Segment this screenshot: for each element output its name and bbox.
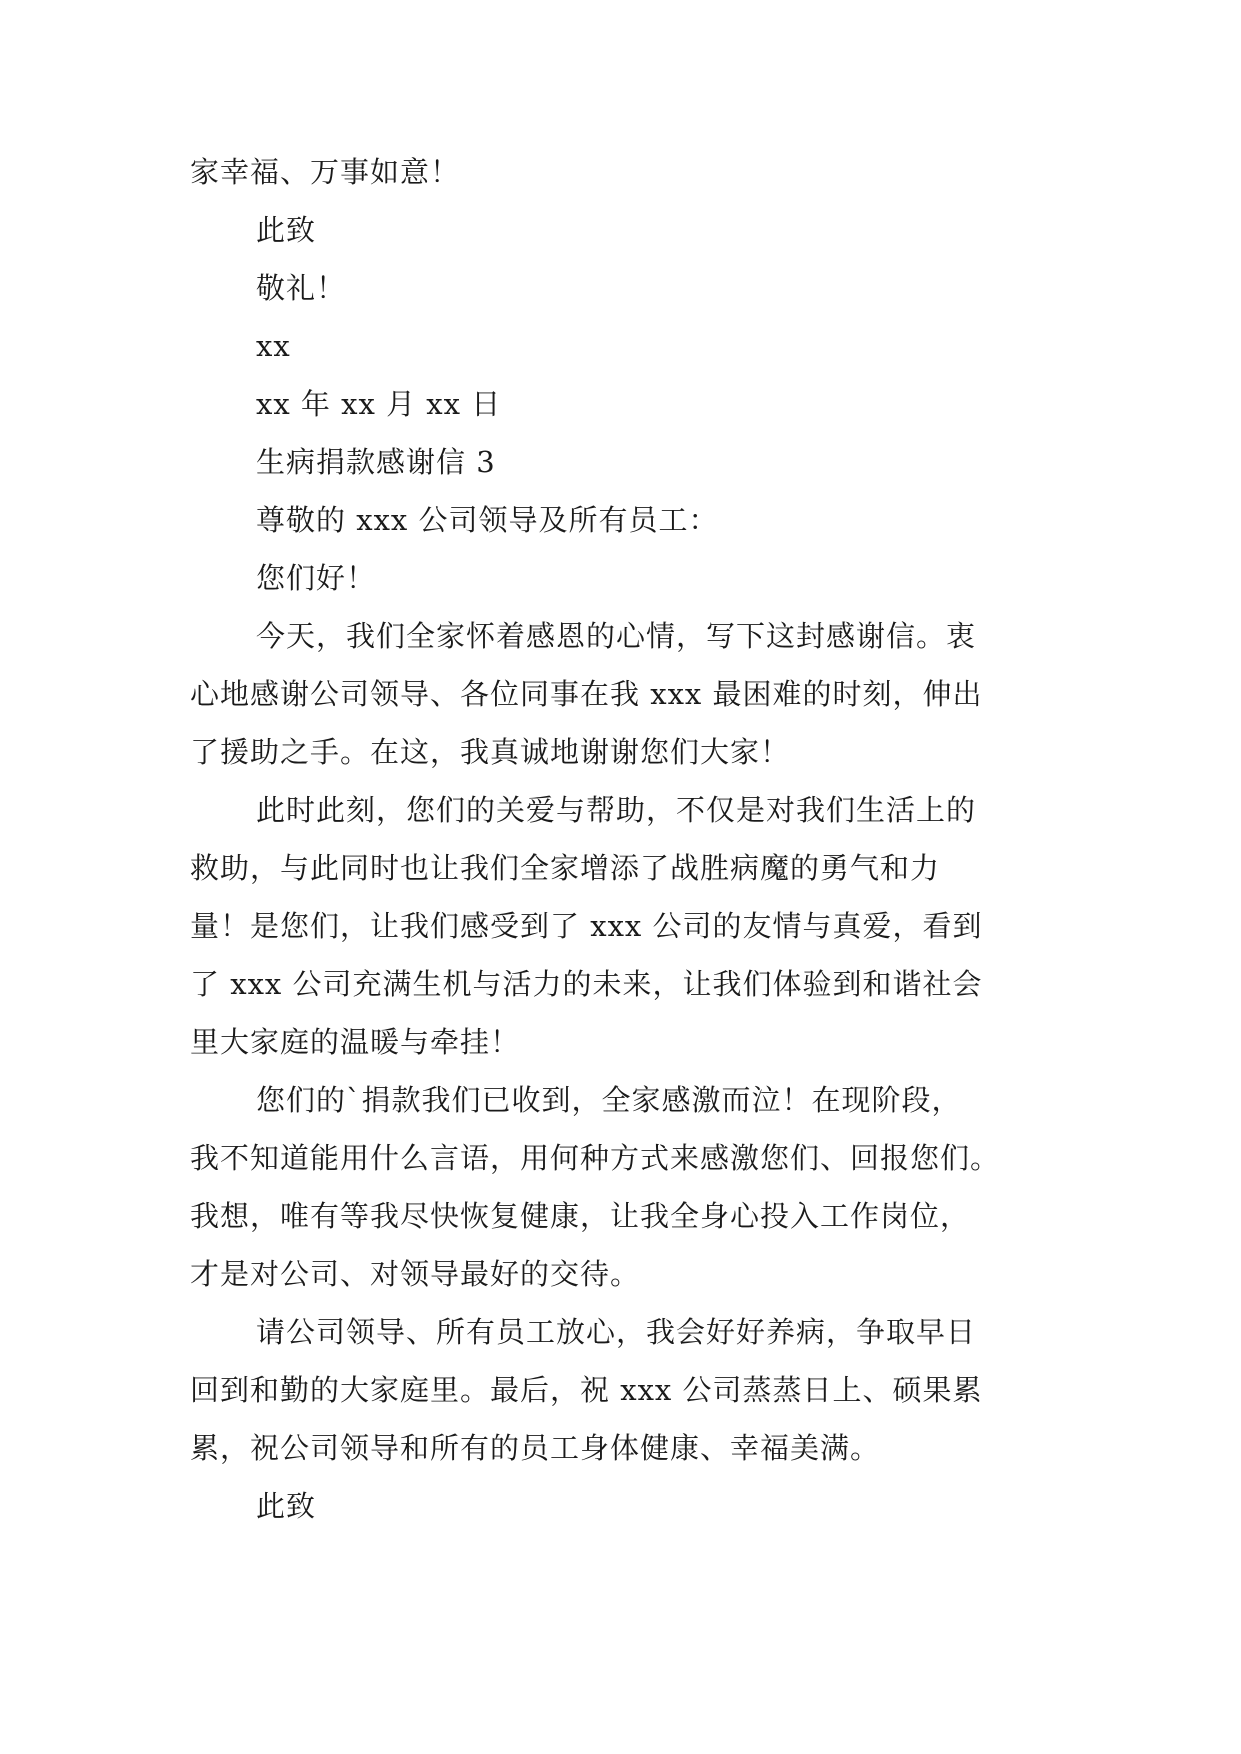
paragraph-line: 回到和勤的大家庭里。最后，祝 xxx 公司蒸蒸日上、硕果累: [190, 1373, 983, 1407]
paragraph-line: 我不知道能用什么言语，用何种方式来感激您们、回报您们。: [190, 1141, 1001, 1175]
salutation-closing: 此致: [256, 213, 317, 247]
paragraph: [190, 1080, 1000, 1312]
salutation-closing: 此致: [256, 1489, 317, 1523]
paragraph-line: 累，祝公司领导和所有的员工身体健康、幸福美满。: [190, 1431, 881, 1465]
paragraph: [190, 616, 983, 790]
paragraph-line: 了 xxx 公司充满生机与活力的未来，让我们体验到和谐社会: [190, 967, 983, 1001]
letter-title: 生病捐款感谢信 3: [256, 445, 496, 479]
letter-hello: 您们好！: [256, 561, 377, 595]
paragraph-line: 今天，我们全家怀着感恩的心情，写下这封感谢信。衷: [256, 619, 977, 653]
signature-name: xx: [256, 329, 291, 363]
paragraph: [190, 790, 983, 1080]
paragraph-line: 才是对公司、对领导最好的交待。: [190, 1257, 641, 1291]
paragraph-line: 此时此刻，您们的关爱与帮助，不仅是对我们生活上的: [256, 793, 977, 827]
paragraph-line: 您们的`捐款我们已收到，全家感激而泣！在现阶段，: [256, 1083, 962, 1117]
letter-greeting: 尊敬的 xxx 公司领导及所有员工：: [256, 503, 719, 537]
salutation-regards: 敬礼！: [256, 271, 347, 305]
paragraph-line: 救助，与此同时也让我们全家增添了战胜病魔的勇气和力: [190, 851, 941, 885]
text-line: 家幸福、万事如意！: [190, 155, 461, 189]
signature-date: xx 年 xx 月 xx 日: [256, 387, 502, 421]
paragraph-line: 量！是您们，让我们感受到了 xxx 公司的友情与真爱，看到: [190, 909, 983, 943]
paragraph-line: 里大家庭的温暖与牵挂！: [190, 1025, 521, 1059]
paragraph-line: 我想，唯有等我尽快恢复健康，让我全身心投入工作岗位，: [190, 1199, 971, 1233]
paragraph-line: 心地感谢公司领导、各位同事在我 xxx 最困难的时刻，伸出: [190, 677, 983, 711]
paragraph-line: 了援助之手。在这，我真诚地谢谢您们大家！: [190, 735, 791, 769]
paragraph-line: 请公司领导、所有员工放心，我会好好养病，争取早日: [256, 1315, 977, 1349]
paragraph: [190, 1312, 983, 1486]
